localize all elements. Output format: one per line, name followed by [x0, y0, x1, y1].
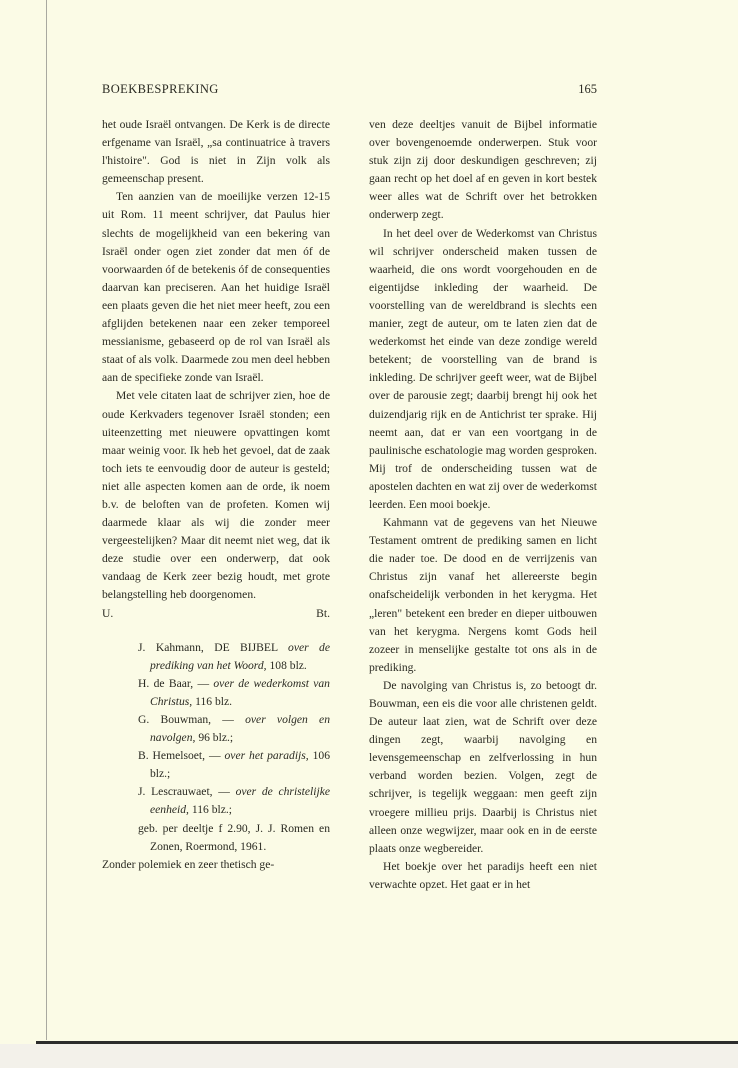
reference-publisher: geb. per deeltje f 2.90, J. J. Romen en Zonen, Roermond, 1961. [138, 821, 330, 853]
running-header [102, 82, 597, 98]
reference-entry: B. Hemelsoet, — over het paradijs, 106 blz.; [138, 749, 330, 781]
paragraph: Met vele citaten laat de schrijver zien, hoe de oude Kerkvaders tegenover Israël stonden; een uiteenzetting met nieuwere opvattingen komt maar weinig voor. Ik heb het gevoel, dat de zaak toch iets te eenvoudig door de auteur is gesteld; niet alle aspecten komen aan de orde, ik noem b.v. de beloften van de profeten. Komen wij daarmede klaar als wij die zonder meer vergeestelijken? Maar dit neemt niet weg, dat ik deze studie over een onderwerp, dat ook vandaag de Kerk zeer bezig houdt, met grote belangstelling heb doorgenomen. [102, 389, 330, 602]
signature-initials: Bt. [316, 606, 330, 620]
paragraph: Kahmann vat de gegevens van het Nieuwe Testament omtrent de prediking samen en licht die nader toe. De dood en de verrijzenis van Christus zijn vanaf het allereerste begin onafscheidelijk verbonden in het kerygma. Het „leren" betekent een breder en dieper uitbouwen van het kerygma. Nergens komt Gods heil zozeer in menselijke gestalte tot ons als in de prediking. [369, 516, 597, 674]
paragraph: het oude Israël ontvangen. De Kerk is de directe erfgename van Israël, „sa continuatrice à travers l'histoire". God is niet in Zijn volk als gemeenschap present. [102, 118, 330, 186]
section-title: BOEKBESPREKING [102, 82, 219, 96]
paragraph: Ten aanzien van de moeilijke verzen 12-15 uit Rom. 11 meent schrijver, dat Paulus hier slechts de mogelijkheid van een bekering van Israël onder ogen ziet zonder dat men óf de voorwaarden óf de betekenis óf de consequenties daarvan kan preciseren. Aan het huidige Israël een plaats geven die het niet meer heeft, zou een afglijden betekenen naar een zeker temporeel messianisme, gebaseerd op de rol van Israël als staat of als volk. Daarmede zou men deel hebben aan de specifieke zonde van Israël. [102, 190, 330, 385]
page-edge-line [46, 0, 47, 1040]
reference-entry: H. de Baar, — over de wederkomst van Christus, 116 blz. [138, 676, 330, 708]
right-column [369, 116, 597, 894]
reference-entry: J. Kahmann, DE BIJBEL over de prediking van het Woord, 108 blz. [138, 640, 330, 672]
scan-bottom-band [0, 1044, 738, 1068]
reference-entry: G. Bouwman, — over volgen en navolgen, 96 blz.; [138, 713, 330, 745]
paragraph: ven deze deeltjes vanuit de Bijbel informatie over bovengenoemde onderwerpen. Stuk voor stuk zijn zij door deskundigen geschreven; zij gaan recht op het doel af en geven in kort bestek weer alles wat de Schrift over het betrokken onderwerp zegt. [369, 118, 597, 222]
reference-entry: J. Lescrauwaet, — over de christelijke eenheid, 116 blz.; [138, 785, 330, 817]
bibliographic-references [138, 639, 330, 856]
page-number: 165 [578, 82, 597, 96]
paragraph: De navolging van Christus is, zo betoogt dr. Bouwman, een eis die voor alle christenen geldt. De auteur laat zien, wat de Schrift over deze dingen zegt, waarbij navolging en levensgemeenschap en zelfverlossing in hun verband worden bezien. Volgen, zegt de schrijver, is tegelijk weggaan: men geeft zijn vroegere millieu prijs. Daarbij is Christus niet alleen onze wegwijzer, maar ook en in de eerste plaats onze wegbereider. [369, 678, 597, 855]
paragraph: Zonder polemiek en zeer thetisch ge- [102, 857, 275, 871]
review-signature [102, 605, 330, 623]
paragraph: In het deel over de Wederkomst van Christus wil schrijver onderscheid maken tussen de waarheid, die ons wordt voorgehouden en de eigentijdse inkleding der waarheid. De voorstelling van de wereldbrand is slechts een manier, zegt de auteur, om te laten zien dat de wederkomst het einde van deze zondige wereld betekent; de voorstelling van de brand is inkleding. De schrijver geeft weer, wat de Bijbel over de parousie zegt; daarbij brengt hij ook het duizendjarig rijk en de Antichrist ter sprake. Hij neemt aan, dat er van een voortgang in de paulinische eschatologie mag worden gesproken. Mij trof de onderscheiding tussen wat de apostelen dachten en wat zij over de wederkomst leerden. Een mooi boekje. [369, 226, 597, 511]
paragraph: Het boekje over het paradijs heeft een niet verwachte opzet. Het gaat er in het [369, 859, 597, 891]
signature-location: U. [102, 606, 114, 620]
left-column [102, 116, 330, 874]
